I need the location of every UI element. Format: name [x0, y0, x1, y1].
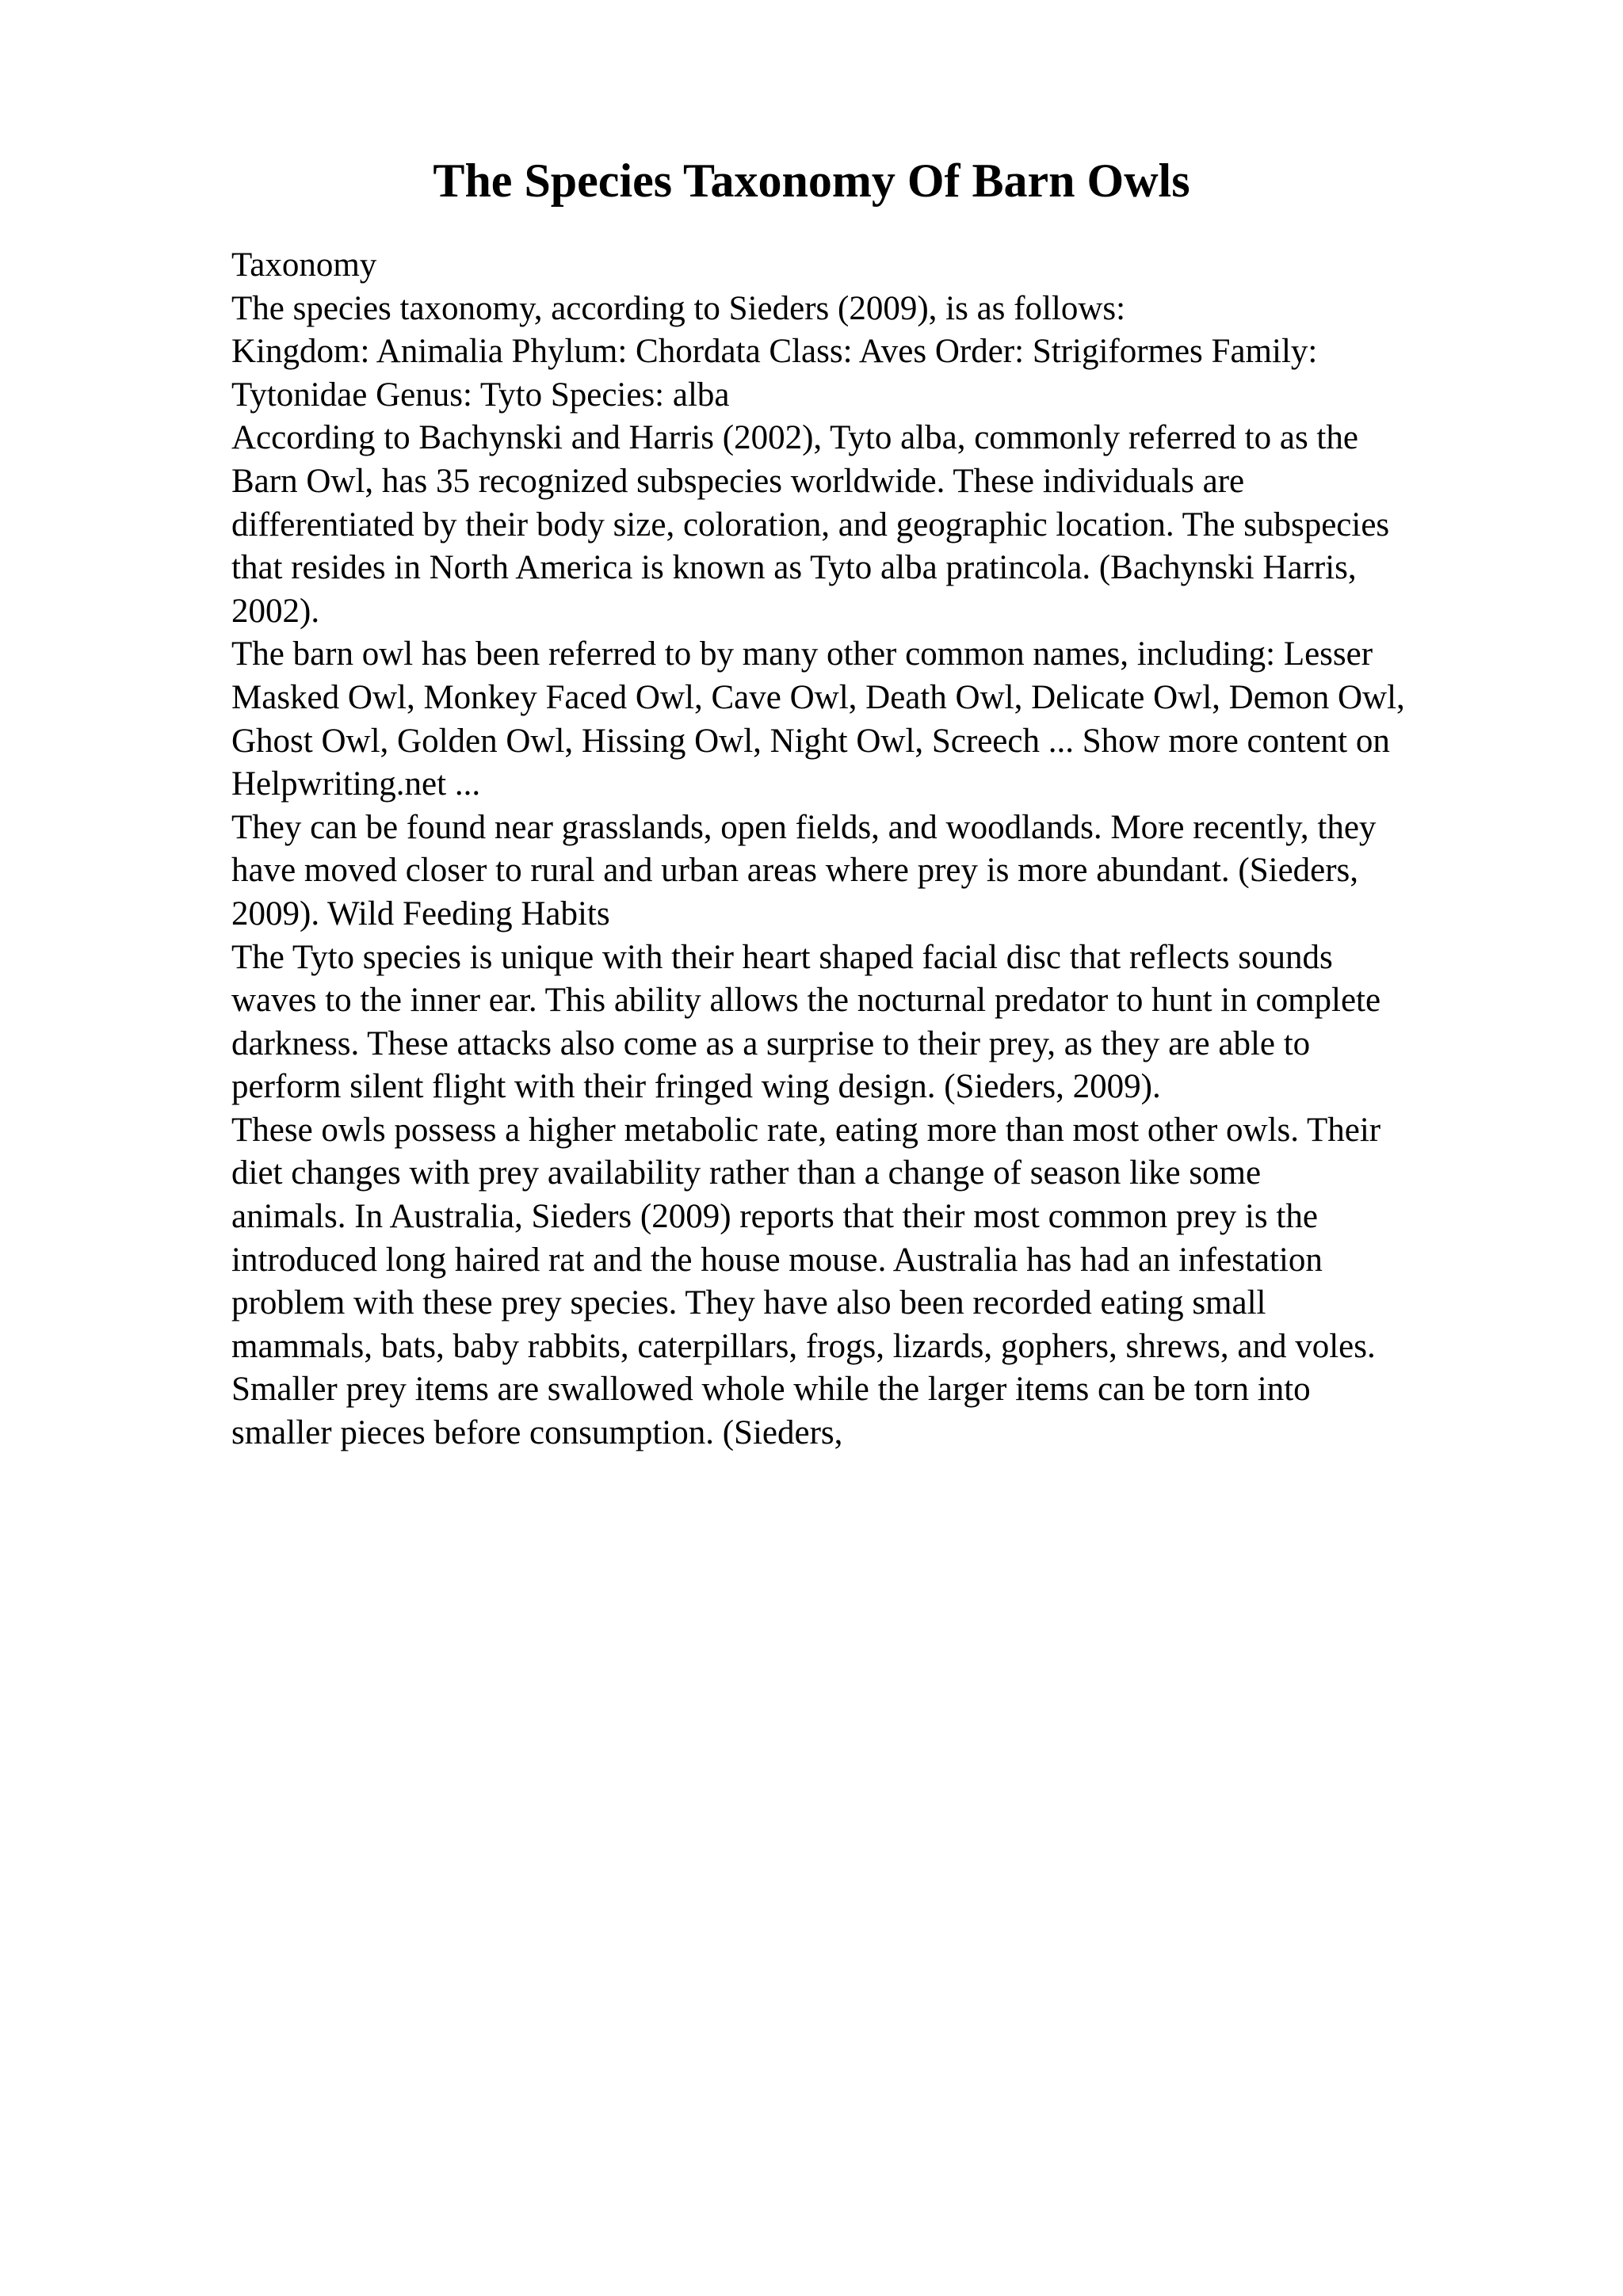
- body-line: Smaller prey items are swallowed whole while the larger items can be torn into: [231, 1371, 1311, 1409]
- body-line: darkness. These attacks also come as a surprise to their prey, as they are able to: [231, 1024, 1311, 1062]
- body-line: Tytonidae Genus: Tyto Species: alba: [231, 376, 730, 414]
- body-line: The Tyto species is unique with their heart shaped facial disc that reflects sounds: [231, 938, 1333, 976]
- body-line: Masked Owl, Monkey Faced Owl, Cave Owl, Death Owl, Delicate Owl, Demon Owl,: [231, 678, 1405, 716]
- body-line: They can be found near grasslands, open fields, and woodlands. More recently, they: [231, 808, 1377, 846]
- body-line: Taxonomy: [231, 246, 377, 284]
- body-line: 2002).: [231, 592, 320, 630]
- body-line: animals. In Australia, Sieders (2009) reports that their most common prey is the: [231, 1198, 1318, 1236]
- body-line: The species taxonomy, according to Sieders (2009), is as follows:: [231, 289, 1126, 327]
- body-line: 2009). Wild Feeding Habits: [231, 894, 610, 933]
- document-body: [231, 244, 1515, 1455]
- body-line: mammals, bats, baby rabbits, caterpillars, frogs, lizards, gophers, shrews, and voles.: [231, 1327, 1376, 1365]
- body-line: that resides in North America is known as Tyto alba pratincola. (Bachynski Harris,: [231, 549, 1357, 587]
- body-line: Kingdom: Animalia Phylum: Chordata Class: Aves Order: Strigiformes Family:: [231, 333, 1318, 371]
- body-line: problem with these prey species. They have also been recorded eating small: [231, 1284, 1266, 1322]
- body-line: have moved closer to rural and urban areas where prey is more abundant. (Sieders,: [231, 852, 1359, 890]
- body-line: These owls possess a higher metabolic rate, eating more than most other owls. Their: [231, 1111, 1381, 1149]
- body-line: diet changes with prey availability rather than a change of season like some: [231, 1154, 1262, 1192]
- body-line: According to Bachynski and Harris (2002), Tyto alba, commonly referred to as the: [231, 419, 1358, 457]
- document-title: The Species Taxonomy Of Barn Owls: [433, 154, 1190, 207]
- body-line: differentiated by their body size, coloration, and geographic location. The subspecies: [231, 505, 1390, 543]
- body-line: Barn Owl, has 35 recognized subspecies worldwide. These individuals are: [231, 462, 1245, 500]
- body-line: Helpwriting.net ...: [231, 765, 481, 803]
- body-line: Ghost Owl, Golden Owl, Hissing Owl, Night Owl, Screech ... Show more content on: [231, 722, 1390, 760]
- body-line: waves to the inner ear. This ability allows the nocturnal predator to hunt in complete: [231, 982, 1381, 1020]
- body-line: introduced long haired rat and the house mouse. Australia has had an infestation: [231, 1241, 1323, 1279]
- body-line: perform silent flight with their fringed wing design. (Sieders, 2009).: [231, 1068, 1161, 1106]
- body-line: smaller pieces before consumption. (Sieders,: [231, 1414, 843, 1452]
- body-line: The barn owl has been referred to by many other common names, including: Lesser: [231, 635, 1373, 673]
